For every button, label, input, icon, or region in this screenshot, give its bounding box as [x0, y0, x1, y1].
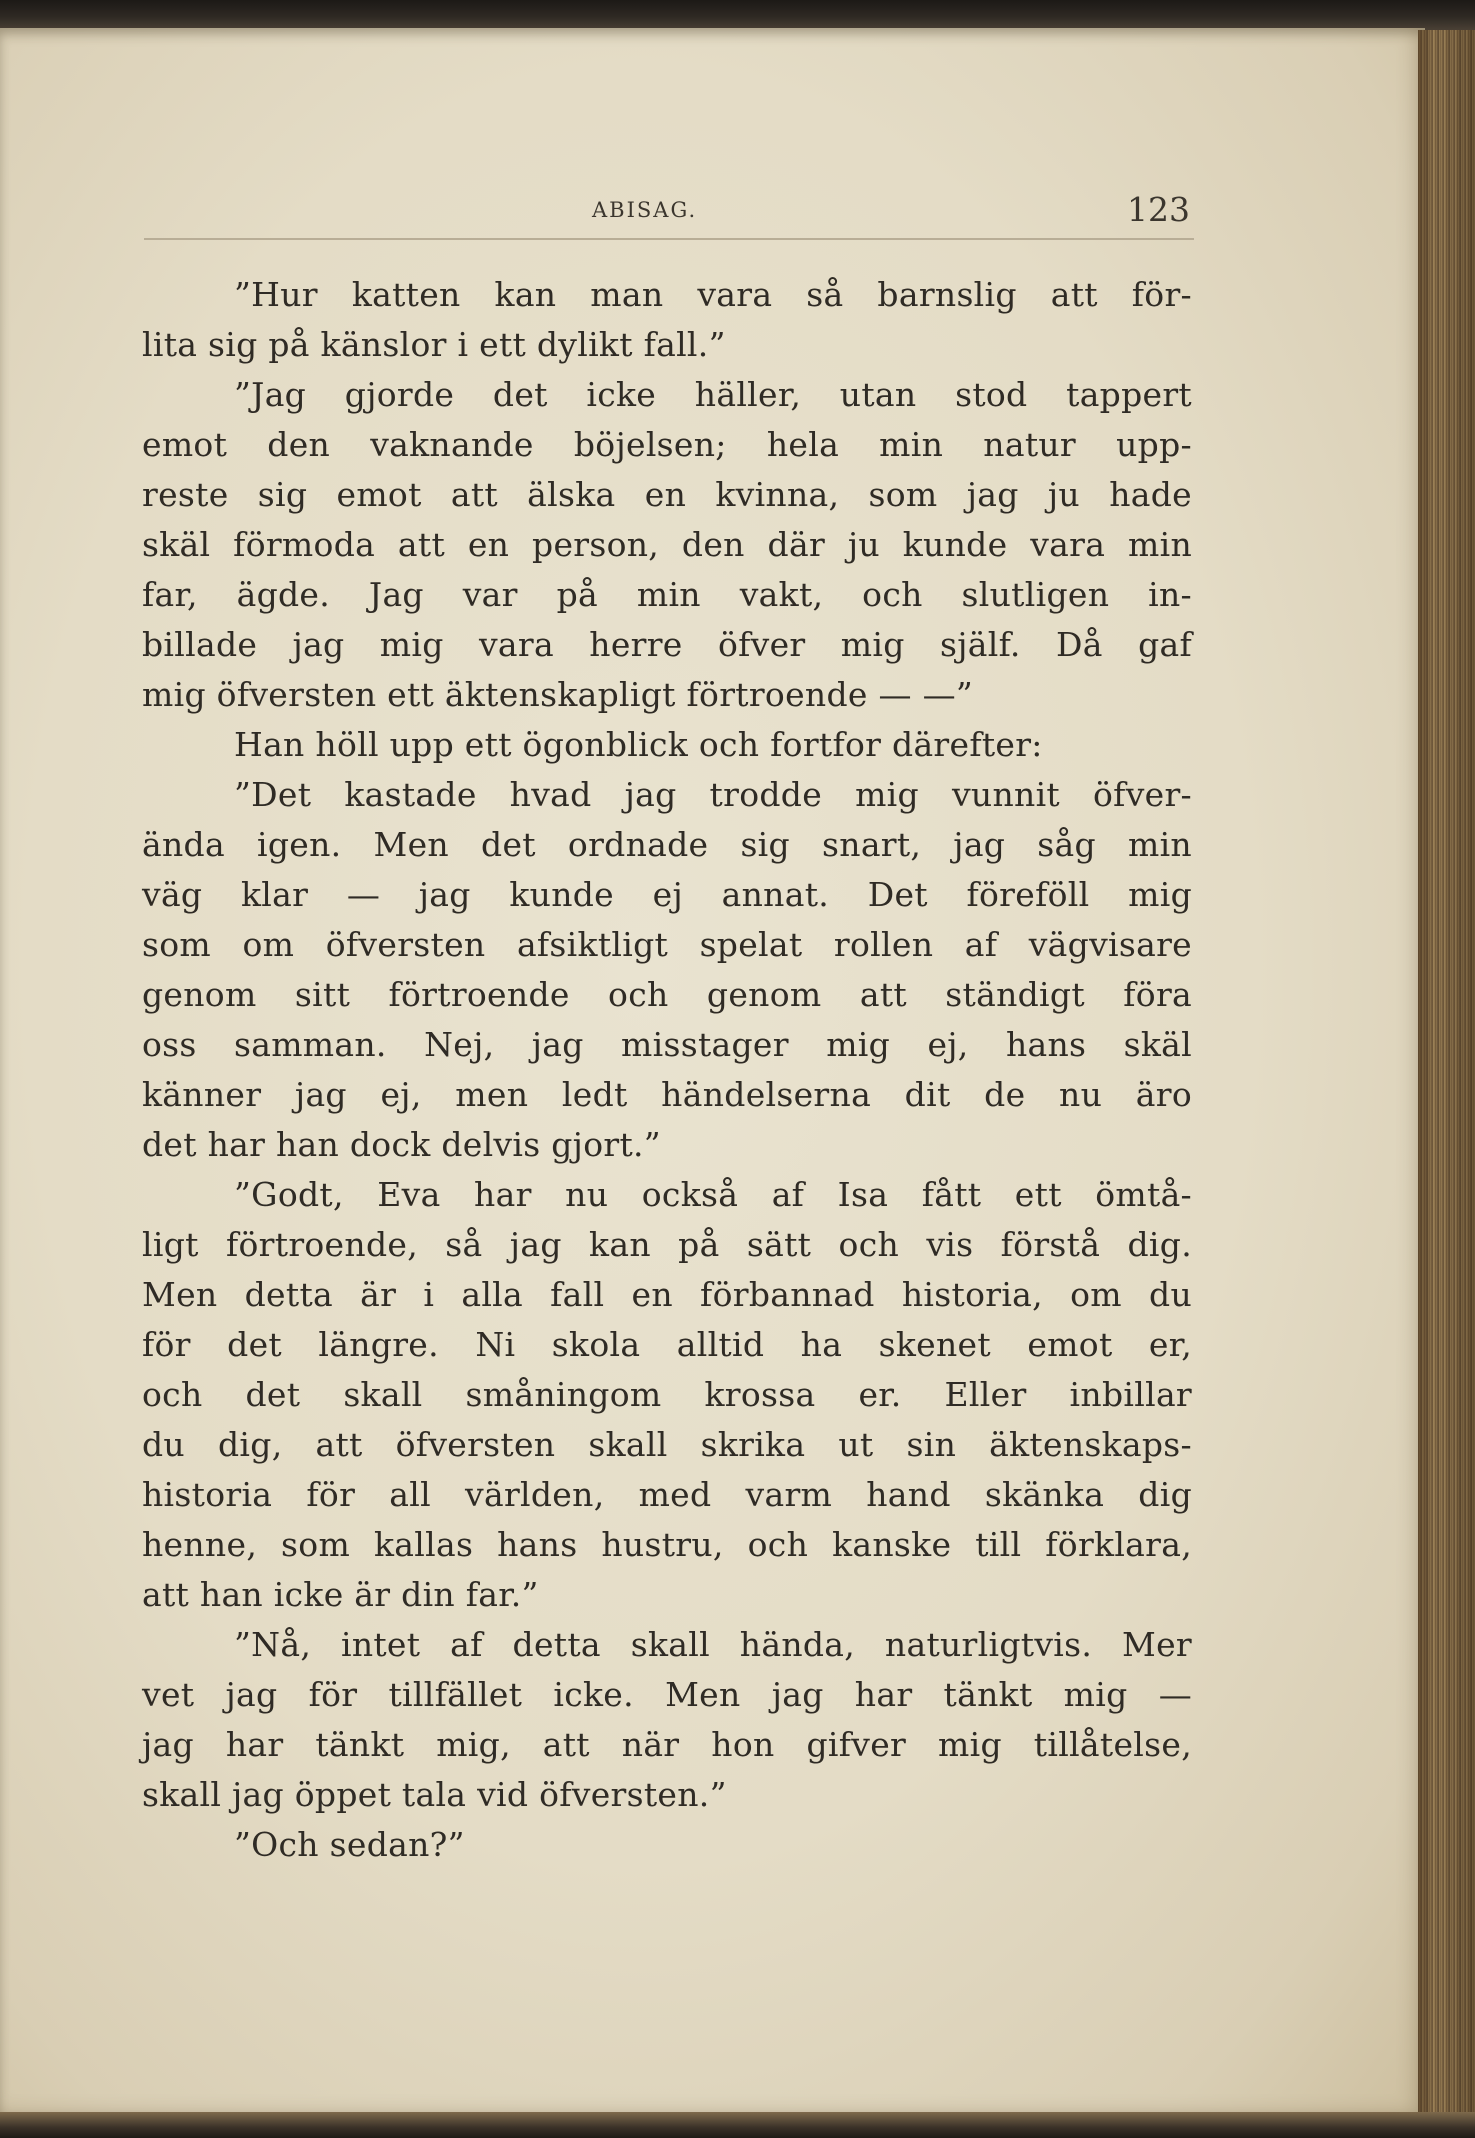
- text-line: ”Jag gjorde det icke häller, utan stod tappert: [234, 375, 1192, 414]
- text-line: för det längre. Ni skola alltid ha skenet emot er,: [142, 1325, 1192, 1364]
- text-line: väg klar — jag kunde ej annat. Det föreföll mig: [142, 875, 1192, 914]
- page-number: 123: [1127, 190, 1190, 229]
- text-line: känner jag ej, men ledt händelserna dit de nu äro: [142, 1075, 1192, 1114]
- text-line: Han höll upp ett ögonblick och fortfor därefter:: [234, 725, 1043, 764]
- text-line: och det skall småningom krossa er. Eller inbillar: [142, 1375, 1192, 1414]
- text-line: ”Godt, Eva har nu också af Isa fått ett ömtå-: [234, 1175, 1192, 1214]
- text-line: som om öfversten afsiktligt spelat rollen af vägvisare: [142, 925, 1192, 964]
- text-line: lita sig på känslor i ett dylikt fall.”: [142, 325, 726, 364]
- text-line: jag har tänkt mig, att när hon gifver mig tillåtelse,: [142, 1725, 1192, 1764]
- text-line: ända igen. Men det ordnade sig snart, jag såg min: [142, 825, 1192, 864]
- text-line: du dig, att öfversten skall skrika ut sin äktenskaps-: [142, 1425, 1192, 1464]
- top-binding-edge: [0, 0, 1475, 30]
- text-line: genom sitt förtroende och genom att ständigt föra: [142, 975, 1192, 1014]
- text-line: reste sig emot att älska en kvinna, som jag ju hade: [142, 475, 1192, 514]
- text-line: historia för all världen, med varm hand skänka dig: [142, 1475, 1192, 1514]
- text-line: ”Det kastade hvad jag trodde mig vunnit öfver-: [234, 775, 1192, 814]
- text-line: det har han dock delvis gjort.”: [142, 1125, 661, 1164]
- page-header: [148, 190, 1190, 238]
- text-line: emot den vaknande böjelsen; hela min natur upp-: [142, 425, 1192, 464]
- text-line: skäl förmoda att en person, den där ju kunde vara min: [142, 525, 1192, 564]
- text-line: ”Hur katten kan man vara så barnslig att för-: [234, 275, 1192, 314]
- text-line: henne, som kallas hans hustru, och kanske till förklara,: [142, 1525, 1192, 1564]
- bottom-binding-edge: [0, 2112, 1475, 2138]
- text-line: far, ägde. Jag var på min vakt, och slutligen in-: [142, 575, 1192, 614]
- body-text: [142, 270, 1192, 1870]
- text-line: ”Och sedan?”: [234, 1825, 465, 1864]
- page-stack-edges: [1418, 30, 1475, 2138]
- text-line: mig öfversten ett äktenskapligt förtroende — —”: [142, 675, 974, 714]
- text-line: oss samman. Nej, jag misstager mig ej, hans skäl: [142, 1025, 1192, 1064]
- text-line: vet jag för tillfället icke. Men jag har tänkt mig —: [142, 1675, 1192, 1714]
- header-rule: [144, 238, 1194, 240]
- text-line: ligt förtroende, så jag kan på sätt och vis förstå dig.: [142, 1225, 1192, 1264]
- running-title: ABISAG.: [592, 198, 698, 222]
- text-line: ”Nå, intet af detta skall hända, naturligtvis. Mer: [234, 1625, 1192, 1664]
- text-line: skall jag öppet tala vid öfversten.”: [142, 1775, 727, 1814]
- text-line: billade jag mig vara herre öfver mig själf. Då gaf: [142, 625, 1192, 664]
- text-line: att han icke är din far.”: [142, 1575, 539, 1614]
- text-line: Men detta är i alla fall en förbannad historia, om du: [142, 1275, 1192, 1314]
